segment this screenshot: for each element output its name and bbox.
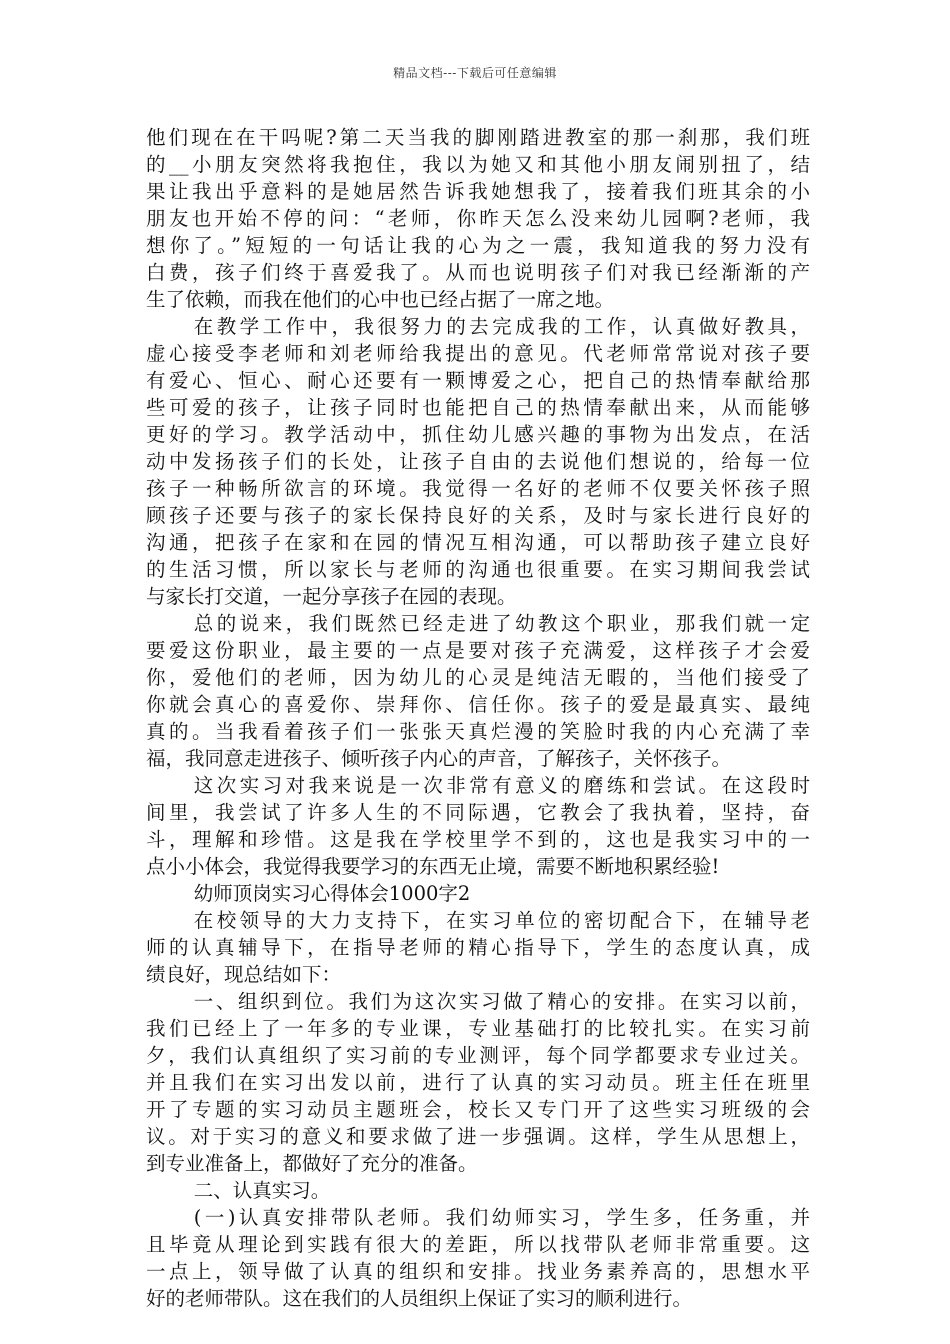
text-line: (一)认真安排带队老师。我们幼师实习，学生多，任务重，并 — [193, 1206, 810, 1229]
text-line: 在校领导的大力支持下，在实习单位的密切配合下，在辅导老 — [193, 909, 810, 932]
text-line: 的__小朋友突然将我抱住，我以为她又和其他小朋友闹别扭了，结 — [146, 153, 810, 176]
text-line: 师的认真辅导下，在指导老师的精心指导下，学生的态度认真，成 — [146, 936, 810, 959]
text-line: 幼师顶岗实习心得体会1000字2 — [193, 882, 471, 905]
text-line: 要爱这份职业，最主要的一点是要对孩子充满爱，这样孩子才会爱 — [146, 639, 810, 662]
text-line: 间里，我尝试了许多人生的不同际遇，它教会了我执着，坚持，奋 — [146, 801, 810, 824]
paragraph-p8 — [146, 1177, 810, 1204]
paragraph-p1 — [146, 124, 810, 313]
text-line: 你，爱他们的老师，因为幼儿的心灵是纯洁无暇的，当他们接受了 — [146, 666, 810, 689]
text-line: 二、认真实习。 — [193, 1179, 331, 1202]
text-line: 你就会真心的喜爱你、崇拜你、信任你。孩子的爱是最真实、最纯 — [146, 693, 810, 716]
text-line: 斗，理解和珍惜。这是我在学校里学不到的，这也是我实习中的一 — [146, 828, 810, 851]
text-line: 在教学工作中，我很努力的去完成我的工作，认真做好教具， — [193, 315, 810, 338]
paragraph-p7 — [146, 988, 810, 1177]
page-header: 精品文档---下载后可任意编辑 — [393, 66, 557, 80]
text-line: 虚心接受李老师和刘老师给我提出的意见。代老师常常说对孩子要 — [146, 342, 810, 365]
paragraph-p2 — [146, 313, 810, 610]
text-line: 顾孩子还要与孩子的家长保持良好的关系，及时与家长进行良好的 — [146, 504, 810, 527]
paragraph-p6 — [146, 907, 810, 988]
text-line: 绩良好，现总结如下： — [146, 963, 342, 986]
text-line: 总的说来，我们既然已经走进了幼教这个职业，那我们就一定 — [193, 612, 810, 635]
text-line: 真的。当我看着孩子们一张张天真烂漫的笑脸时我的内心充满了幸 — [146, 720, 810, 743]
text-line: 这次实习对我来说是一次非常有意义的磨练和尝试。在这段时 — [193, 774, 810, 797]
text-line: 并且我们在实习出发以前，进行了认真的实习动员。班主任在班里 — [146, 1071, 810, 1094]
text-line: 有爱心、恒心、耐心还要有一颗博爱之心，把自己的热情奉献给那 — [146, 369, 810, 392]
text-line: 开了专题的实习动员主题班会，校长又专门开了这些实习班级的会 — [146, 1098, 810, 1121]
text-line: 到专业准备上，都做好了充分的准备。 — [146, 1152, 478, 1175]
text-line: 一点上，领导做了认真的组织和安排。找业务素养高的，思想水平 — [146, 1260, 810, 1283]
text-line: 好的老师带队。这在我们的人员组织上保证了实习的顺利进行。 — [146, 1287, 693, 1310]
document-body — [146, 124, 810, 1312]
text-line: 动中发扬孩子们的长处，让孩子自由的去说他们想说的，给每一位 — [146, 450, 810, 473]
text-line: 一、组织到位。我们为这次实习做了精心的安排。在实习以前， — [193, 990, 810, 1013]
text-line: 白费，孩子们终于喜爱我了。从而也说明孩子们对我已经渐渐的产 — [146, 261, 810, 284]
text-line: 的生活习惯，所以家长与老师的沟通也很重要。在实习期间我尝试 — [146, 558, 810, 581]
text-line: 想你了。”短短的一句话让我的心为之一震，我知道我的努力没有 — [146, 234, 810, 257]
paragraph-p4 — [146, 772, 810, 880]
paragraph-p5 — [146, 880, 810, 907]
text-line: 果让我出乎意料的是她居然告诉我她想我了，接着我们班其余的小 — [146, 180, 810, 203]
text-line: 且毕竟从理论到实践有很大的差距，所以找带队老师非常重要。这 — [146, 1233, 810, 1256]
text-line: 沟通，把孩子在家和在园的情况互相沟通，可以帮助孩子建立良好 — [146, 531, 810, 554]
paragraph-p9 — [146, 1204, 810, 1312]
text-line: 议。对于实习的意义和要求做了进一步强调。这样，学生从思想上， — [146, 1125, 810, 1148]
text-line: 福，我同意走进孩子、倾听孩子内心的声音，了解孩子，关怀孩子。 — [146, 747, 732, 770]
text-line: 我们已经上了一年多的专业课，专业基础打的比较扎实。在实习前 — [146, 1017, 810, 1040]
text-line: 点小小体会，我觉得我要学习的东西无止境，需要不断地积累经验! — [146, 855, 720, 878]
text-line: 孩子一种畅所欲言的环境。我觉得一名好的老师不仅要关怀孩子照 — [146, 477, 810, 500]
text-line: 夕，我们认真组织了实习前的专业测评，每个同学都要求专业过关。 — [146, 1044, 810, 1067]
paragraph-p3 — [146, 610, 810, 772]
text-line: 生了依赖，而我在他们的心中也已经占据了一席之地。 — [146, 288, 615, 311]
text-line: 他们现在在干吗呢?第二天当我的脚刚踏进教室的那一刹那，我们班 — [146, 126, 810, 149]
text-line: 些可爱的孩子，让孩子同时也能把自己的热情奉献出来，从而能够 — [146, 396, 810, 419]
text-line: 更好的学习。教学活动中，抓住幼儿感兴趣的事物为出发点，在活 — [146, 423, 810, 446]
text-line: 与家长打交道，一起分享孩子在园的表现。 — [146, 585, 517, 608]
text-line: 朋友也开始不停的问：“老师，你昨天怎么没来幼儿园啊?老师，我 — [146, 207, 810, 230]
